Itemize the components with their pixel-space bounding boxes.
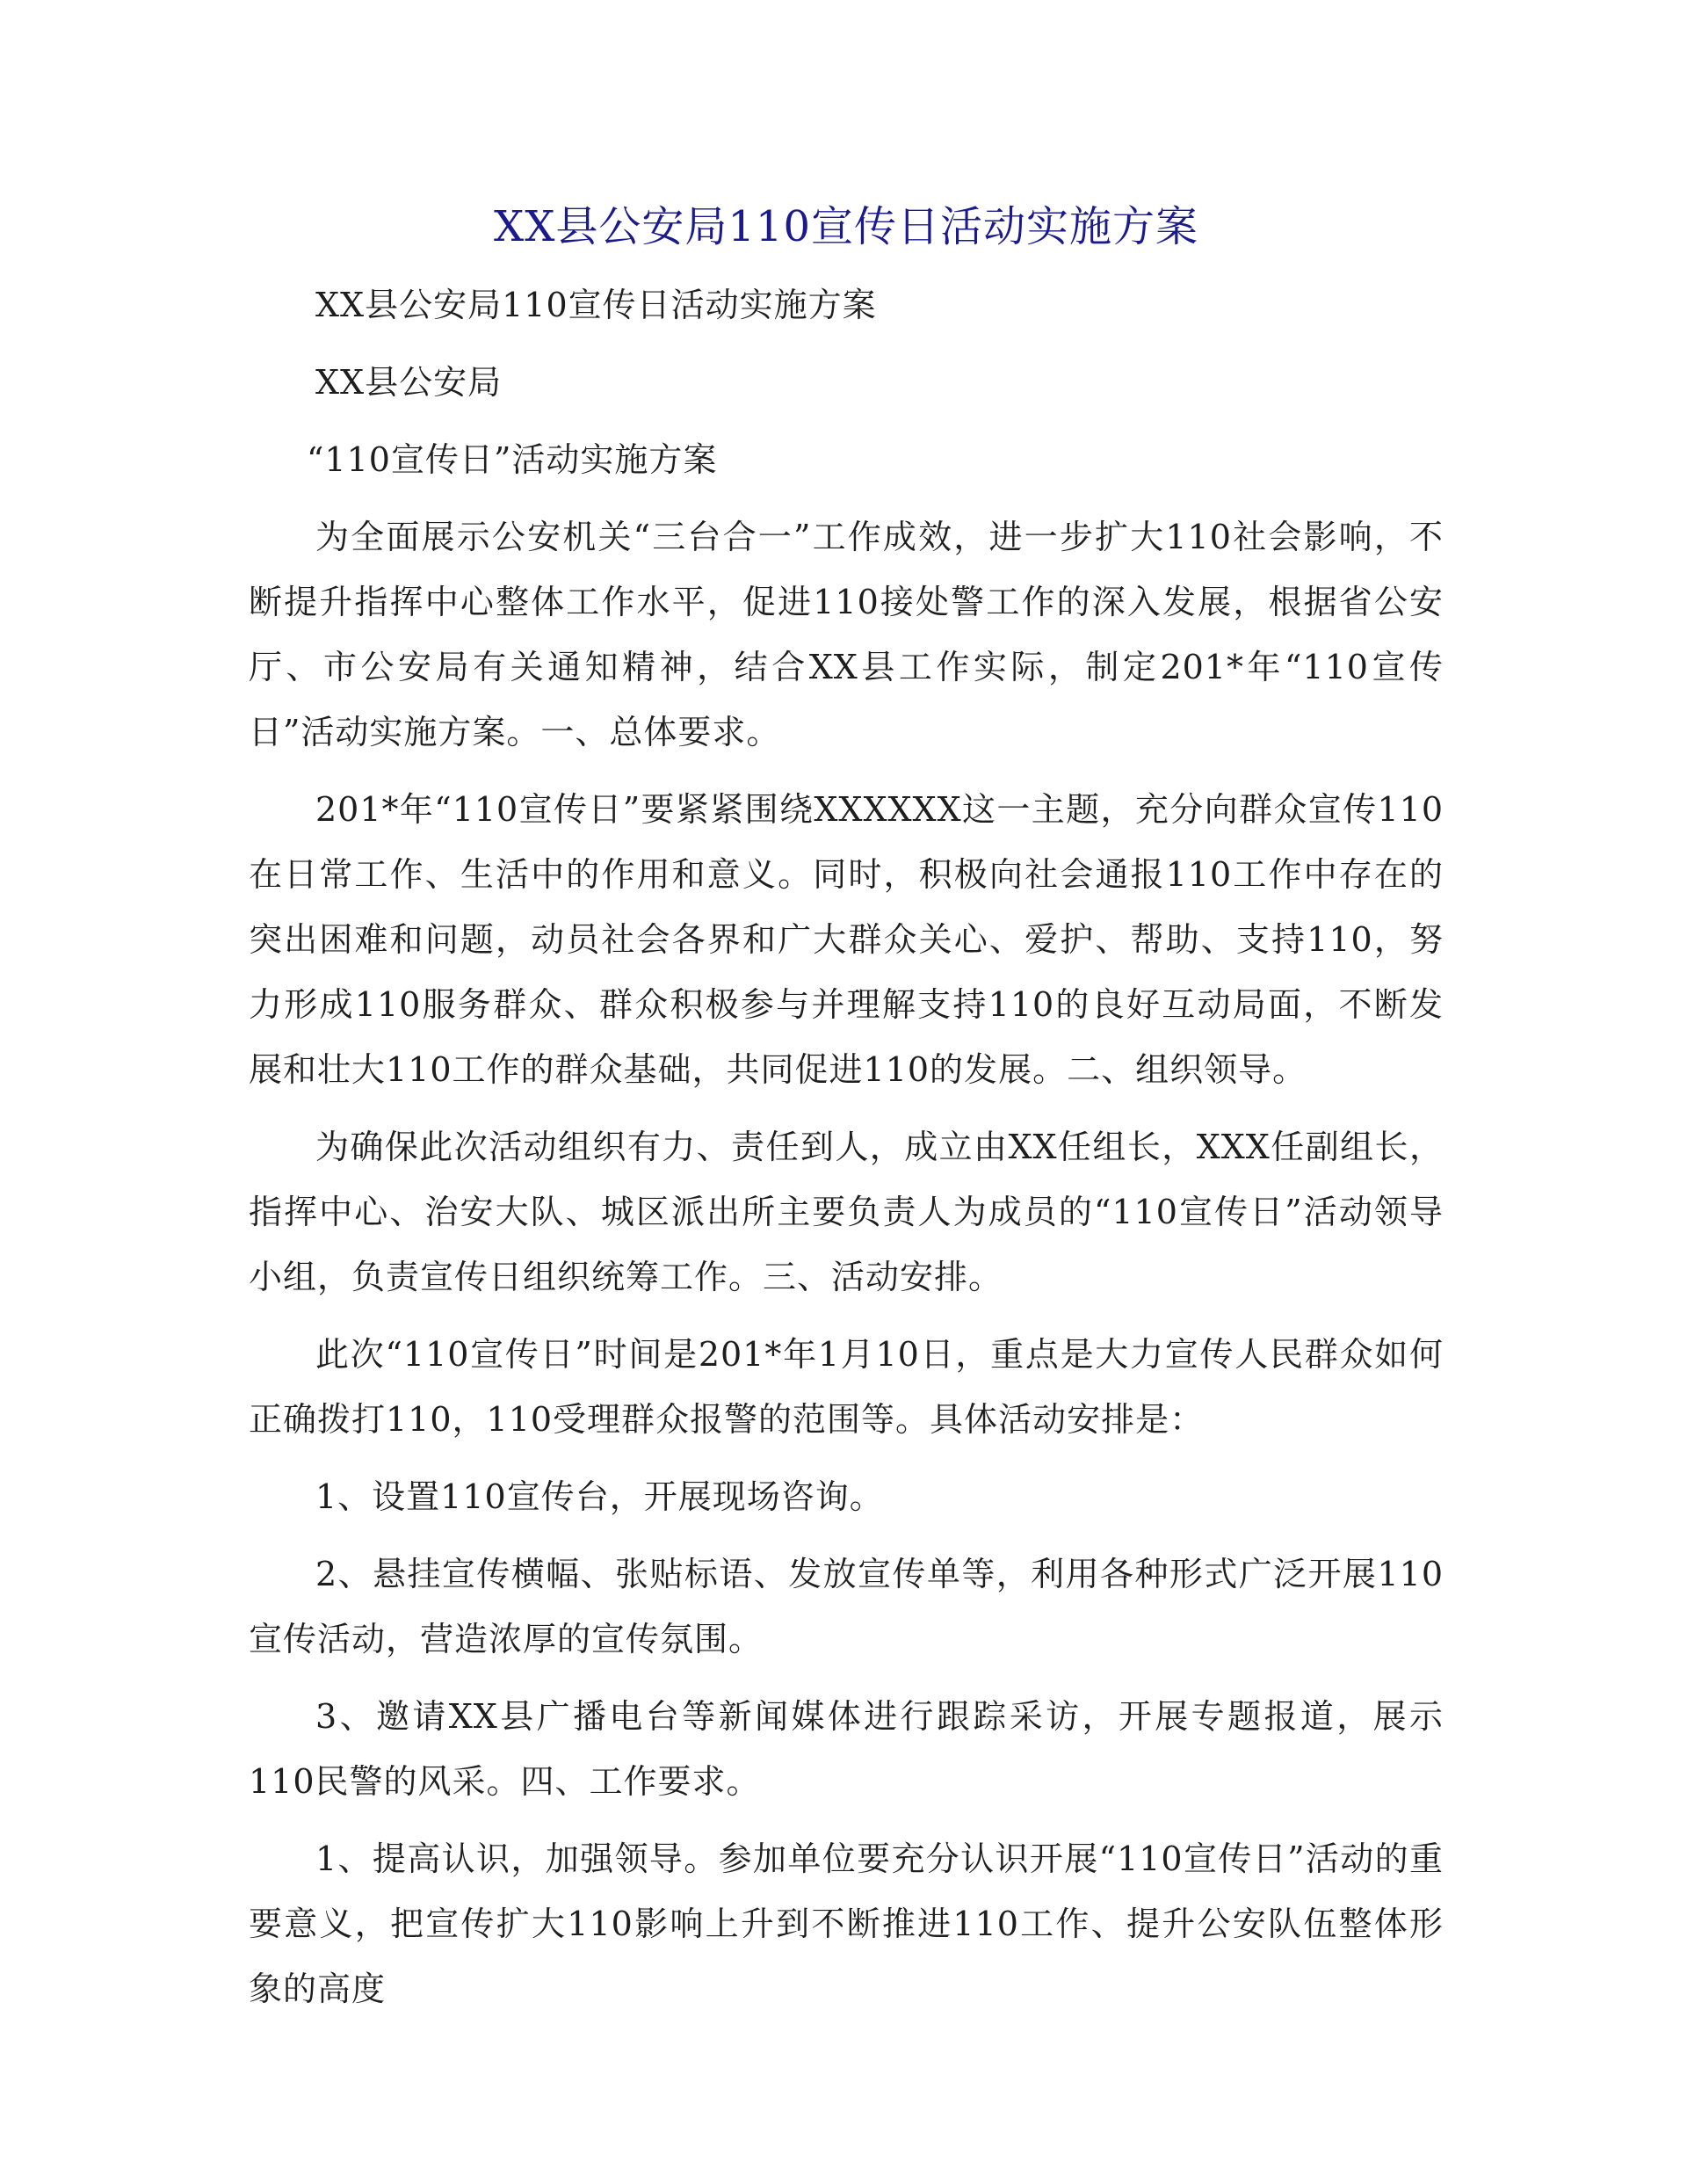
paragraph-plan-name: “110宣传日”活动实施方案 [307,440,718,479]
paragraph-item-3: 3、邀请XX县广播电台等新闻媒体进行跟踪采访，开展专题报道，展示110民警的风采。四、工作要求。 [249,1697,1444,1801]
paragraph-work-requirement-1: 1、提高认识，加强领导。参加单位要充分认识开展“110宣传日”活动的重要意义，把宣传扩大110影响上升到不断推进110工作、提升公安队伍整体形象的高度 [249,1839,1444,2008]
paragraph-subtitle: XX县公安局110宣传日活动实施方案 [315,286,877,324]
paragraph-requirements: 201*年“110宣传日”要紧紧围绕XXXXXX这一主题，充分向群众宣传110在日常工作、生活中的作用和意义。同时，积极向社会通报110工作中存在的突出困难和问题，动员社会各界和广大群众关心、爱护、帮助、支持110，努力形成110服务群众、群众积极参与并理解支持110的良好互动局面，不断发展和壮大110工作的群众基础，共同促进110的发展。二、组织领导。 [249,790,1444,1089]
paragraph-item-2: 2、悬挂宣传横幅、张贴标语、发放宣传单等，利用各种形式广泛开展110宣传活动，营造浓厚的宣传氛围。 [249,1555,1444,1658]
paragraph-intro: 为全面展示公安机关“三台合一”工作成效，进一步扩大110社会影响，不断提升指挥中心整体工作水平，促进110接处警工作的深入发展，根据省公安厅、市公安局有关通知精神，结合XX县工作实际，制定201*年“110宣传日”活动实施方案。一、总体要求。 [249,518,1444,751]
paragraph-organization: 为确保此次活动组织有力、责任到人，成立由XX任组长，XXX任副组长，指挥中心、治安大队、城区派出所主要负责人为成员的“110宣传日”活动领导小组，负责宣传日组织统筹工作。三、活动安排。 [249,1128,1444,1296]
paragraph-schedule: 此次“110宣传日”时间是201*年1月10日，重点是大力宣传人民群众如何正确拨打110，110受理群众报警的范围等。具体活动安排是： [249,1335,1444,1439]
document-title: XX县公安局110宣传日活动实施方案 [494,202,1198,251]
paragraph-item-1: 1、设置110宣传台，开展现场咨询。 [315,1477,884,1516]
paragraph-issuer: XX县公安局 [315,363,503,402]
document-body [249,192,1444,2034]
